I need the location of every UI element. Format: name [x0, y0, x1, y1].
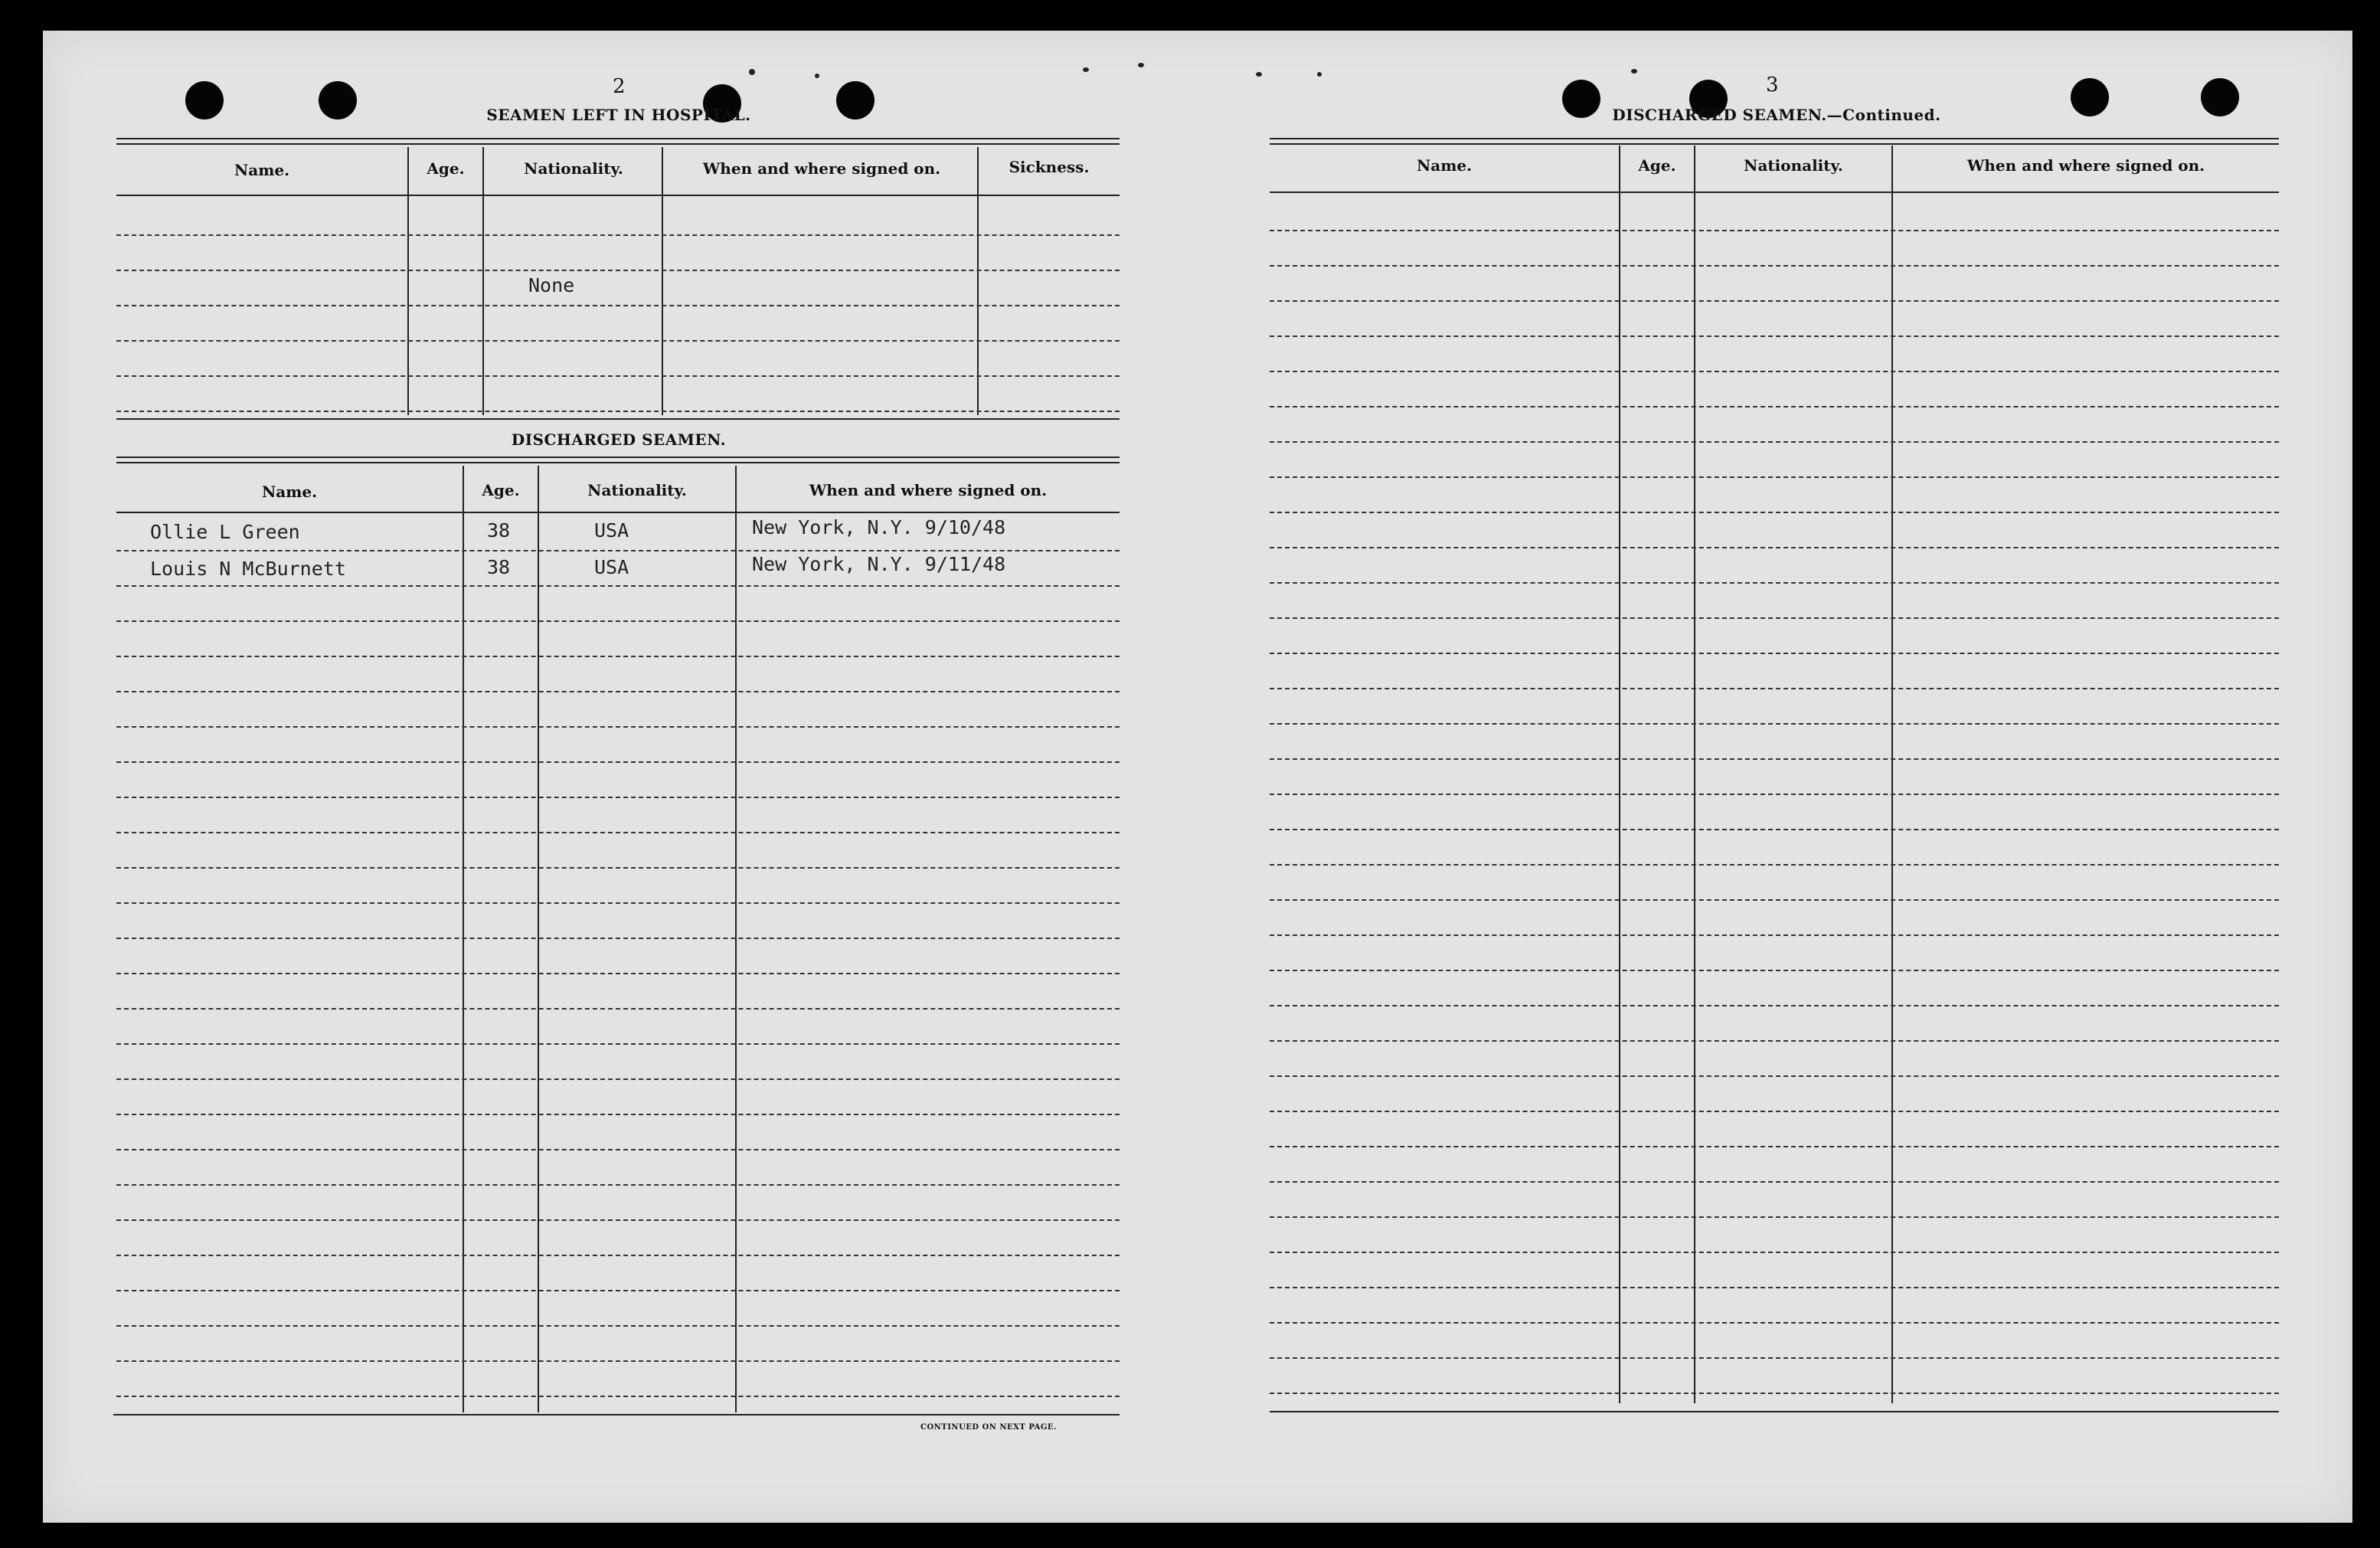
entry-line: [1270, 371, 2279, 372]
hospital-top-rule: [116, 138, 1120, 145]
entry-line: [116, 691, 1120, 692]
column-divider: [1619, 146, 1620, 1403]
col-header-signed-on: When and where signed on.: [1966, 156, 2205, 175]
discharged-top-rule: [116, 457, 1120, 463]
col-header-nationality: Nationality.: [1744, 156, 1843, 175]
entry-line: [116, 234, 1120, 236]
entry-line: [1270, 617, 2279, 619]
entry-line: [116, 726, 1120, 728]
entry-line: [1270, 265, 2279, 267]
continued-note: CONTINUED ON NEXT PAGE.: [920, 1423, 1058, 1432]
punch-hole: [2071, 78, 2109, 116]
ink-speck: [1631, 69, 1637, 74]
col-header-name: Name.: [261, 483, 318, 501]
entry-line: [116, 902, 1120, 904]
right-top-rule: [1270, 138, 2279, 145]
entry-line: [1270, 723, 2279, 725]
entry-line: [1270, 1287, 2279, 1288]
entry-line: [1270, 688, 2279, 689]
entry-line: [1270, 1181, 2279, 1183]
entry-line: [1270, 829, 2279, 830]
seaman-signed-on: New York, N.Y. 9/10/48: [752, 516, 1006, 538]
seaman-nationality: USA: [594, 519, 629, 542]
entry-line: [1270, 970, 2279, 971]
col-header-name: Name.: [234, 161, 290, 179]
col-header-age: Age.: [1638, 156, 1676, 175]
punch-hole: [319, 81, 357, 119]
col-header-sickness: Sickness.: [1009, 158, 1090, 176]
entry-line: [1270, 300, 2279, 302]
entry-line: [116, 797, 1120, 798]
page-number: 3: [1766, 74, 1779, 97]
entry-line: [1270, 512, 2279, 513]
entry-line: [116, 1008, 1120, 1010]
entry-line: [1270, 547, 2279, 548]
hospital-section-title: SEAMEN LEFT IN HOSPITAL.: [486, 106, 751, 124]
entry-line: [1270, 1393, 2279, 1394]
ink-speck: [749, 69, 755, 75]
entry-line: [116, 375, 1120, 377]
discharged-bottom-rule: [113, 1414, 1120, 1415]
entry-line: [1270, 335, 2279, 337]
entry-line: [116, 973, 1120, 974]
col-header-signed-on: When and where signed on.: [809, 481, 1048, 499]
entry-line: [116, 1290, 1120, 1291]
entry-line: [116, 411, 1120, 412]
ink-speck: [1317, 72, 1322, 77]
col-header-age: Age.: [427, 159, 465, 178]
ink-speck: [1138, 63, 1144, 67]
column-divider: [1891, 146, 1893, 1403]
column-divider: [735, 466, 737, 1412]
entry-line: [1270, 1005, 2279, 1006]
entry-line: [1270, 406, 2279, 407]
entry-line: [1270, 1216, 2279, 1218]
punch-hole: [185, 81, 224, 119]
entry-line: [116, 1255, 1120, 1256]
page-number: 2: [613, 75, 626, 98]
entry-line: [116, 270, 1120, 271]
ledger-sheet: [43, 31, 2352, 1523]
seaman-age: 38: [487, 556, 511, 578]
col-header-nationality: Nationality.: [587, 481, 687, 499]
entry-line: [1270, 1252, 2279, 1253]
col-header-name: Name.: [1416, 156, 1473, 175]
entry-line: [116, 761, 1120, 763]
seaman-name: Ollie L Green: [150, 521, 300, 543]
punch-hole: [2201, 78, 2239, 116]
entry-line: [1270, 582, 2279, 584]
entry-line: [116, 1078, 1120, 1080]
entry-line: [1270, 864, 2279, 866]
entry-line: [1270, 230, 2279, 231]
col-header-signed-on: When and where signed on.: [702, 159, 941, 178]
entry-line: [116, 656, 1120, 657]
entry-line: [1270, 1040, 2279, 1042]
col-header-age: Age.: [482, 481, 520, 499]
entry-line: [116, 340, 1120, 342]
hospital-bottom-rule: [116, 418, 1120, 420]
punch-hole: [836, 81, 875, 119]
ink-speck: [1083, 67, 1089, 72]
entry-line: [116, 1043, 1120, 1045]
entry-line: [116, 1325, 1120, 1327]
entry-line: [116, 1114, 1120, 1115]
entry-line: [1270, 1322, 2279, 1324]
entry-line: [116, 305, 1120, 306]
entry-line: [116, 938, 1120, 939]
column-divider: [463, 466, 464, 1412]
seaman-nationality: USA: [594, 556, 629, 578]
entry-line: [1270, 1111, 2279, 1112]
right-header-rule: [1270, 191, 2279, 193]
seaman-age: 38: [487, 519, 511, 542]
entry-line: [116, 550, 1120, 551]
entry-line: [116, 867, 1120, 869]
entry-line: [116, 1149, 1120, 1150]
column-divider: [1694, 146, 1695, 1403]
punch-hole: [1562, 80, 1600, 118]
seaman-signed-on: New York, N.Y. 9/11/48: [752, 553, 1006, 575]
entry-line: [1270, 1075, 2279, 1077]
discharged-header-rule: [116, 512, 1120, 513]
column-divider: [538, 466, 539, 1412]
entry-line: [1270, 1146, 2279, 1147]
entry-line: [116, 620, 1120, 622]
col-header-nationality: Nationality.: [524, 159, 623, 178]
discharged-section-title: DISCHARGED SEAMEN.: [511, 430, 727, 449]
seaman-name: Louis N McBurnett: [150, 558, 346, 580]
hospital-header-rule: [116, 195, 1120, 196]
entry-line: [116, 1360, 1120, 1362]
entry-line: [1270, 476, 2279, 478]
entry-line: [1270, 441, 2279, 443]
entry-line: [116, 832, 1120, 833]
ink-speck: [815, 74, 819, 78]
entry-line: [1270, 758, 2279, 760]
entry-line: [116, 1184, 1120, 1186]
entry-line: [1270, 899, 2279, 901]
entry-line: [1270, 934, 2279, 936]
ink-speck: [1256, 72, 1262, 77]
entry-line: [1270, 794, 2279, 795]
discharged-continued-title: DISCHARGED SEAMEN.—Continued.: [1612, 106, 1941, 124]
entry-line: [1270, 1357, 2279, 1359]
entry-line: [116, 1219, 1120, 1221]
entry-line: [116, 1396, 1120, 1397]
right-bottom-rule: [1270, 1411, 2279, 1412]
entry-line: [1270, 653, 2279, 654]
hospital-none-entry: None: [528, 274, 575, 296]
entry-line: [116, 585, 1120, 587]
